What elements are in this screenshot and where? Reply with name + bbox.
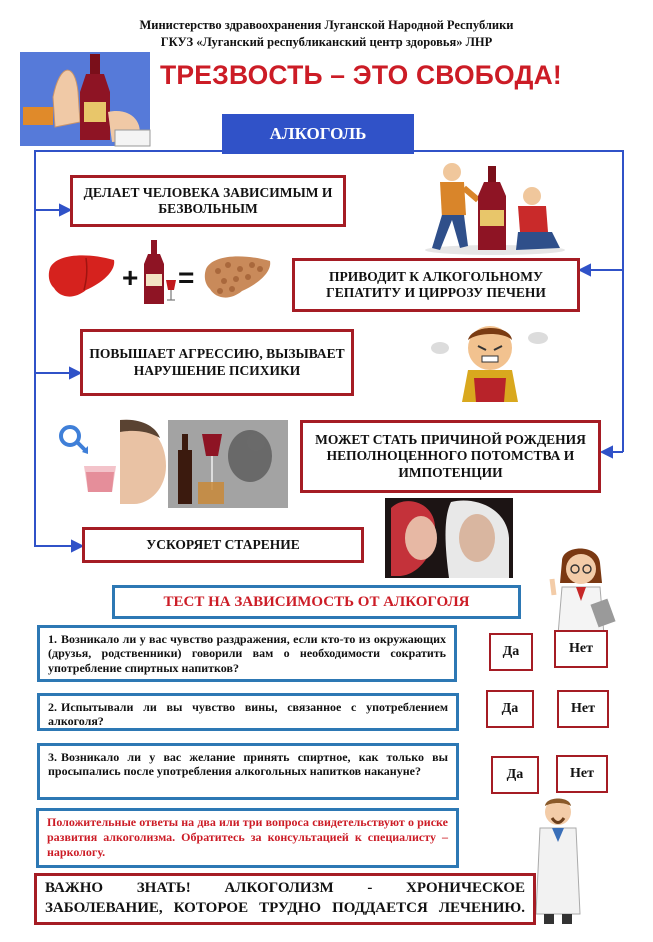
- page-title: ТРЕЗВОСТЬ – ЭТО СВОБОДА!: [160, 60, 562, 90]
- healthy-liver-icon: [46, 252, 118, 302]
- plus-sign: +: [122, 262, 139, 293]
- question-2: [37, 693, 459, 731]
- test-title: ТЕСТ НА ЗАВИСИМОСТЬ ОТ АЛКОГОЛЯ: [112, 585, 521, 619]
- q2-yes-button[interactable]: Да: [486, 690, 534, 728]
- question-3-text: Возникало ли у вас желание принять спиртное, как только вы просыпались после употребления алкогольных напитков накануне?: [48, 750, 448, 779]
- important-note: ВАЖНО ЗНАТЬ! АЛКОГОЛИЗМ - ХРОНИЧЕСКОЕ ЗАБОЛЕВАНИЕ, КОТОРОЕ ТРУДНО ПОДДАЕТСЯ ЛЕЧЕНИЮ.: [34, 873, 536, 925]
- question-3-number: 3.: [48, 750, 57, 764]
- aging-faces-image: [385, 498, 513, 578]
- equals-sign: =: [178, 262, 195, 293]
- test-conclusion: Положительные ответы на два или три вопроса свидетельствуют о риске развития алкоголизма. Обратитесь за консультацией к специалисту – наркологу.: [36, 808, 459, 868]
- effect-offspring: МОЖЕТ СТАТЬ ПРИЧИНОЙ РОЖДЕНИЯ НЕПОЛНОЦЕННОГО ПОТОМСТВА И ИМПОТЕНЦИИ: [300, 420, 601, 493]
- question-1-number: 1.: [48, 632, 57, 646]
- q3-yes-button[interactable]: Да: [491, 756, 539, 794]
- q3-no-button[interactable]: Нет: [556, 755, 608, 793]
- alcohol-label: АЛКОГОЛЬ: [222, 114, 414, 154]
- cirrhotic-liver-icon: [202, 253, 274, 305]
- effect-aging: УСКОРЯЕТ СТАРЕНИЕ: [82, 527, 364, 563]
- male-doctor-illustration: [532, 796, 584, 926]
- alcohol-fetus-image: [168, 420, 288, 508]
- effect-cirrhosis: ПРИВОДИТ К АЛКОГОЛЬНОМУ ГЕПАТИТУ И ЦИРРОЗУ ПЕЧЕНИ: [292, 258, 580, 312]
- question-2-text: Испытывали ли вы чувство вины, связанное с употреблением алкоголя?: [48, 700, 448, 729]
- question-1-text: Возникало ли у вас чувство раздражения, если кто-то из окружающих (друзья, родственники) говорили вам о необходимости сократить употребление спиртных напитков?: [48, 632, 446, 675]
- question-3: [37, 743, 459, 800]
- q1-no-button[interactable]: Нет: [554, 630, 608, 668]
- q1-yes-button[interactable]: Да: [489, 633, 533, 671]
- question-2-number: 2.: [48, 700, 57, 714]
- question-1: [37, 625, 457, 682]
- q2-no-button[interactable]: Нет: [557, 690, 609, 728]
- effect-aggression: ПОВЫШАЕТ АГРЕССИЮ, ВЫЗЫВАЕТ НАРУШЕНИЕ ПСИХИКИ: [80, 329, 354, 396]
- wine-bottle-icon: [142, 240, 178, 306]
- female-doctor-illustration: [548, 545, 618, 637]
- center-name: ГКУЗ «Луганский республиканский центр здоровья» ЛНР: [160, 35, 493, 49]
- drunk-men-illustration: [420, 160, 570, 255]
- ministry-name: Министерство здравоохранения Луганской Народной Республики: [139, 18, 514, 32]
- effect-dependency: ДЕЛАЕТ ЧЕЛОВЕКА ЗАВИСИМЫМ И БЕЗВОЛЬНЫМ: [70, 175, 346, 227]
- man-drinking-image: [50, 418, 168, 506]
- angry-boy-illustration: [430, 322, 550, 410]
